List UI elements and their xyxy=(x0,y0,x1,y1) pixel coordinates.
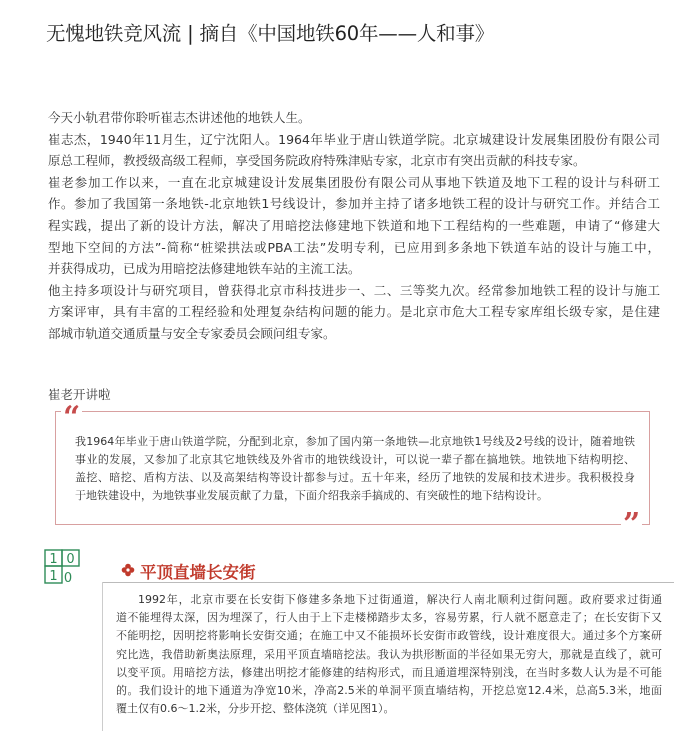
logo-digit: 1 xyxy=(49,569,58,584)
body-line: 究比选，我借助新奥法原理，采用平顶直墙暗挖法。我认为拱形断面的半径如果无穷大，那就是直线了，就可 xyxy=(116,647,662,661)
intro-line: 部城市轨道交通质量与安全专家委员会顾问组专家。 xyxy=(48,325,336,341)
intro-line: 方案评审，具有丰富的工程经验和处理复杂结构问题的能力。是北京市危大工程专家库组长级专家，是住建 xyxy=(48,304,660,320)
intro-line: 程实践，提出了新的设计方法，解决了用暗挖法修建地下铁道和地下工程结构的一些难题，申请了“修建大 xyxy=(48,217,660,233)
intro-line: 他主持多项设计与研究项目，曾获得北京市科技进步一、二、三等奖九次。经常参加地铁工程的设计与施工 xyxy=(48,282,660,298)
body-line: 不能明挖，因明挖将影响长安街交通；在施工中又不能损坏长安街市政管线，设计难度很大。通过多个方案研 xyxy=(116,629,662,643)
quote-line: 于地铁建设中，为地铁事业发展贡献了力量，下面介绍我亲手搞成的、有突破性的地下结构设计。 xyxy=(75,489,548,502)
quote-close-icon: ” xyxy=(623,507,641,542)
body-line: 道不能埋得太深，因为埋深了，行人由于上下走楼梯踏步太多，容易劳累，行人就不愿意走了；在长安街下又 xyxy=(116,611,662,625)
quote-line: 我1964年毕业于唐山铁道学院，分配到北京，参加了国内第一条地铁—北京地铁1号线及2号线的设计，随着地铁 xyxy=(75,435,635,448)
body-line: 1992年，北京市要在长安街下修建多条地下过街通道，解决行人南北顺利过街问题。政府要求过街通 xyxy=(138,593,662,606)
article-title: 无愧地铁竞风流 | 摘自《中国地铁60年——人和事》 xyxy=(46,22,495,45)
section-body xyxy=(116,591,662,718)
intro-line: 型地下空间的方法”-简称“桩梁拱法或PBA工法”发明专利，已应用到多条地下铁道车站的设计与施工中， xyxy=(48,239,660,255)
intro-line: 作。参加了我国第一条地铁-北京地铁1号线设计，参加并主持了诸多地铁工程的设计与研究工作。并结合工 xyxy=(48,196,660,212)
logo-digit: 1 xyxy=(49,552,58,567)
logo-digit: 0 xyxy=(66,552,75,567)
intro-line: 原总工程师，教授级高级工程师，享受国务院政府特殊津贴专家，北京市有突出贡献的科技专家。 xyxy=(48,153,586,169)
intro-line: 崔老参加工作以来，一直在北京城建设计发展集团股份有限公司从事地下铁道及地下工程的设计与科研工 xyxy=(48,174,660,190)
section-divider xyxy=(102,582,674,583)
section-logo-icon xyxy=(44,549,84,585)
intro-line: 并获得成功，已成为用暗挖法修建地铁车站的主流工法。 xyxy=(48,261,361,277)
quote-line: 事业的发展，又参加了北京其它地铁线及外省市的地铁线设计，可以说一辈子都在搞地铁。地铁地下结构明挖、 xyxy=(75,453,635,466)
quote-line: 盖挖、暗挖、盾构方法、以及高架结构等设计都参与过。五十年来，经历了地铁的发展和技术进步。我积极投身 xyxy=(75,471,635,484)
body-line: 的。我们设计的地下通道为净宽10米，净高2.5米的单洞平顶直墙结构，开挖总宽12.4米，总高5.3米，地面 xyxy=(116,683,662,697)
quote-open-icon: “ xyxy=(63,400,81,435)
intro-line: 今天小轨君带你聆听崔志杰讲述他的地铁人生。 xyxy=(48,110,311,125)
subheading: 崔老开讲啦 xyxy=(48,387,111,402)
intro-line: 崔志杰，1940年11月生，辽宁沈阳人。1964年毕业于唐山铁道学院。北京城建设计发展集团股份有限公司 xyxy=(48,131,660,147)
intro-text xyxy=(48,107,660,345)
section-title: 平顶直墙长安街 xyxy=(140,563,256,582)
body-line: 覆土仅有0.6～1.2米，分步开挖、整体浇筑（详见图1）。 xyxy=(116,702,395,716)
flower-icon xyxy=(121,563,135,577)
quote-text xyxy=(75,433,635,505)
logo-digit: 0 xyxy=(63,571,73,585)
section-vertical-divider xyxy=(102,582,103,731)
body-line: 以变平顶。用暗挖方法，修建出明挖才能修建的结构形式，而且通道埋深特别浅，在当时多数人认为是不可能 xyxy=(116,665,662,679)
